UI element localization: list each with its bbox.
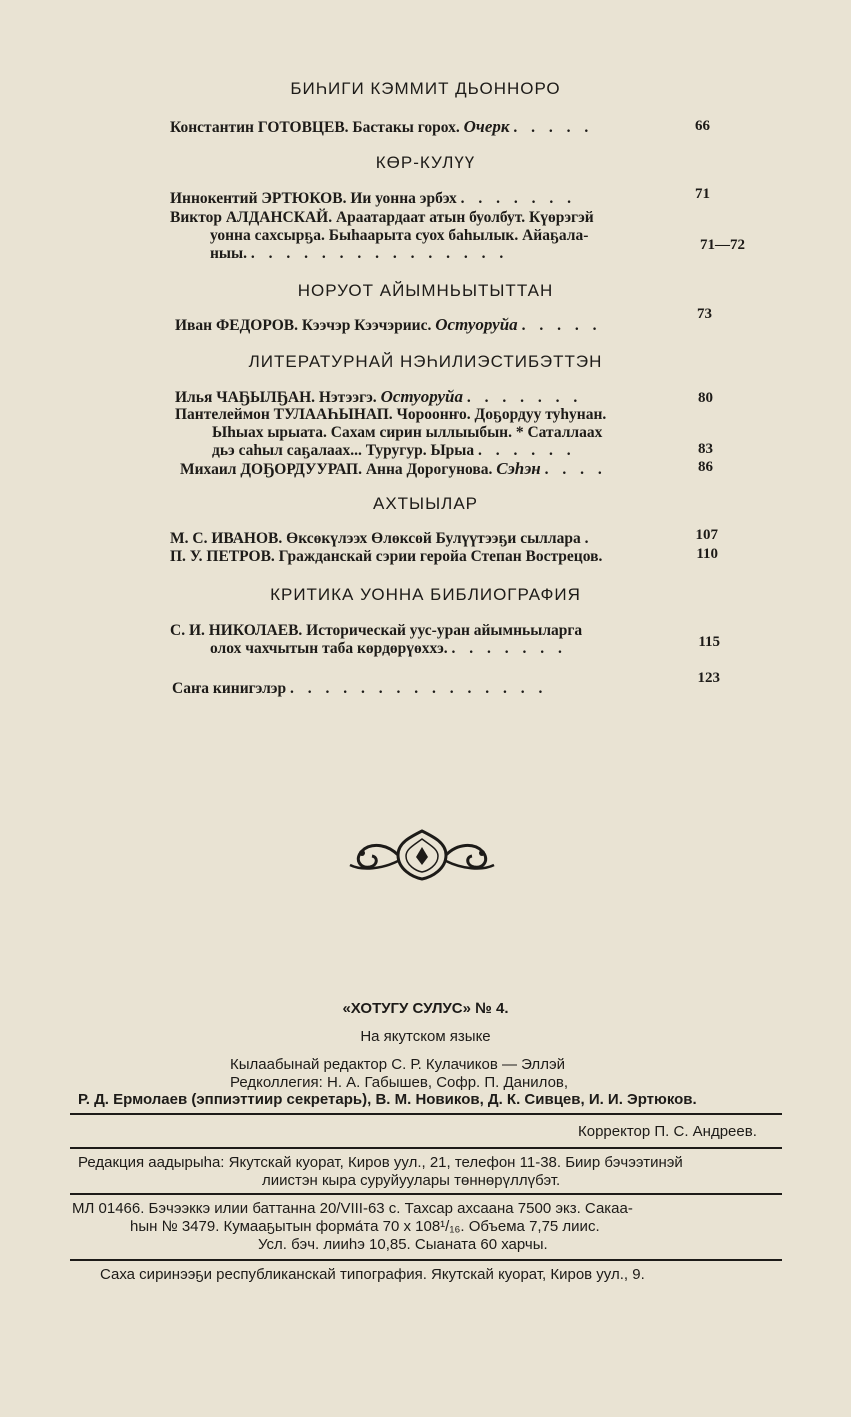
toc-entry xyxy=(170,530,593,548)
leader-dots: . . . . . . . xyxy=(466,389,583,406)
page-number: 83 xyxy=(698,441,713,457)
section-heading-1: БИҺИГИ КЭММИТ ДЬОННОРО xyxy=(290,79,561,98)
section-heading-2: КӨР-КУЛҮҮ xyxy=(375,153,476,172)
entry-text: М. С. ИВАНОВ. Өксөкүлээх Өлөксөй Булүүтээҕи сыллара xyxy=(170,530,581,547)
ornament-icon xyxy=(342,825,502,885)
page-number: 115 xyxy=(698,634,720,650)
entry-genre: Сэһэн xyxy=(496,459,541,478)
page-number: 71 xyxy=(695,186,710,202)
leader-dots: . . . . . xyxy=(521,317,602,334)
editorial-board-continued: Р. Д. Ермолаев (эппиэттиир секретарь), В. М. Новиков, Д. К. Сивцев, И. И. Эртюков. xyxy=(78,1091,697,1108)
print-details: һын № 3479. Кумааҕытын форма́та 70 х 108¹/₁₆. Объема 7,75 лиис. xyxy=(130,1218,600,1235)
print-details: Усл. бэч. лииһэ 10,85. Сыаната 60 харчы. xyxy=(258,1236,548,1253)
chief-editor: Кылаабынай редактор С. Р. Кулачиков — Эллэй xyxy=(230,1056,565,1073)
language-note: На якутском языке xyxy=(360,1028,491,1045)
printing-house: Саха сиринээҕи республиканскай типография. Якутскай куорат, Киров уул., 9. xyxy=(100,1266,645,1283)
leader-dots: . . . . . . . . . . . . . . . xyxy=(289,680,548,697)
toc-entry xyxy=(175,387,582,407)
toc-entry xyxy=(170,190,576,208)
entry-genre: Остуоруйа xyxy=(435,315,518,334)
entry-line: Виктор АЛДАНСКАЙ. Араатардаат атын буолбут. Күөрэгэй xyxy=(170,209,594,226)
divider xyxy=(70,1259,782,1261)
leader-dots: . . . . . . . xyxy=(460,190,576,207)
print-details: МЛ 01466. Бэчээккэ илии баттанна 20/VIII-63 с. Тахсар ахсаана 7500 экз. Сакаа- xyxy=(72,1200,633,1217)
entry-text: Илья ЧАҔЫЛҔАН. Нэтээгэ. xyxy=(175,389,377,406)
journal-title: «ХОТУГУ СУЛУС» № 4. xyxy=(342,1000,509,1017)
page-number: 73 xyxy=(697,306,712,322)
entry-text: ныы. xyxy=(210,245,248,262)
toc-entry xyxy=(180,459,607,479)
leader-dots: . . . . . . xyxy=(478,442,576,459)
corrector: Корректор П. С. Андреев. xyxy=(578,1123,757,1140)
entry-text: олох чахчытын таба көрдөрүөххэ. xyxy=(210,640,448,657)
leader-dots: . xyxy=(584,530,594,547)
leader-dots: . . . . . xyxy=(513,119,594,136)
entry-line xyxy=(212,442,576,460)
entry-text: Константин ГОТОВЦЕВ. Бастакы горох. xyxy=(170,119,460,136)
entry-line xyxy=(210,640,567,658)
entry-text: Иван ФЕДОРОВ. Кээчэр Кээчэриис. xyxy=(175,317,432,334)
editorial-board: Редколлегия: Н. А. Габышев, Софр. П. Данилов, xyxy=(230,1074,569,1091)
toc-entry xyxy=(172,680,547,698)
editorial-address: Редакция аадырыһа: Якутскай куорат, Киров уул., 21, телефон 11-38. Биир бэчээтинэй xyxy=(78,1154,683,1171)
page-number: 110 xyxy=(696,546,718,562)
entry-line: уонна сахсырҕа. Быһаарыта суох баһылык. Айаҕала- xyxy=(210,227,589,244)
divider xyxy=(70,1147,782,1149)
leader-dots: . . . . . . . xyxy=(451,640,567,657)
editorial-address-note: лиистэн кыра суруйуулары төннөрүллүбэт. xyxy=(262,1172,561,1189)
entry-genre: Остуоруйа xyxy=(380,387,464,406)
entry-text: Иннокентий ЭРТЮКОВ. Ии уонна эрбэх xyxy=(170,190,457,207)
entry-line: Пантелеймон ТУЛААҺЫНАП. Чороонҥо. Доҕордуу туһунан. xyxy=(175,406,607,423)
leader-dots: . . . . . . . . . . . . . . . xyxy=(250,245,509,262)
toc-entry xyxy=(175,315,601,335)
page-number: 80 xyxy=(698,390,713,406)
leader-dots: . . . . xyxy=(544,461,607,478)
entry-text: Михаил ДОҔОРДУУРАП. Анна Дорогунова. xyxy=(180,461,493,478)
section-heading-3: НОРУОТ АЙЫМНЬЫТЫТТАН xyxy=(297,281,554,300)
page-number: 71—72 xyxy=(700,237,745,253)
entry-line: Ыһыах ырыата. Сахам сирин ыллыыбын. * Саталлаах xyxy=(212,424,603,441)
divider xyxy=(70,1113,782,1115)
toc-entry xyxy=(170,548,602,566)
page-number: 123 xyxy=(697,670,720,686)
entry-line xyxy=(210,245,508,263)
page-number: 86 xyxy=(698,459,713,475)
toc-entry xyxy=(170,117,593,137)
section-heading-6: КРИТИКА УОННА БИБЛИОГРАФИЯ xyxy=(270,585,581,604)
page-number: 107 xyxy=(695,527,718,543)
divider xyxy=(70,1193,782,1195)
page-number: 66 xyxy=(695,118,710,134)
entry-text: дьэ саһыл саҕалаах... Туругур. Ырыа xyxy=(212,442,475,459)
entry-text: Саҥа кинигэлэр xyxy=(172,680,287,697)
section-heading-5: АХТЫЫЛАР xyxy=(373,494,478,513)
entry-genre: Очерк xyxy=(463,117,510,136)
section-heading-4: ЛИТЕРАТУРНАЙ НЭҺИЛИЭСТИБЭТТЭН xyxy=(248,352,603,371)
entry-text: П. У. ПЕТРОВ. Гражданскай сэрии геройа Степан Вострецов. xyxy=(170,548,603,565)
entry-line: С. И. НИКОЛАЕВ. Историческай уус-уран айымньыларга xyxy=(170,622,583,639)
